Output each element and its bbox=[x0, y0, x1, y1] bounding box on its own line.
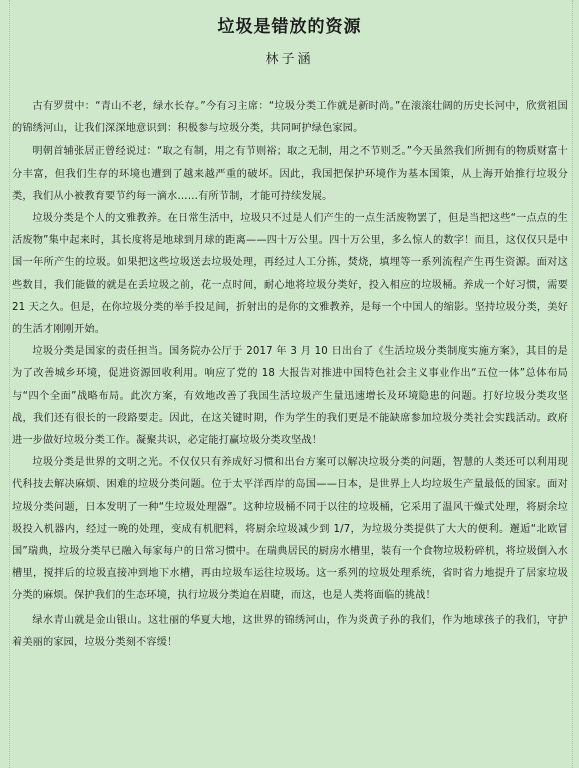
paragraph-conclusion: 绿水青山就是金山银山。这壮丽的华夏大地，这世界的锦绣河山，作为炎黄子孙的我们，作为地球孩子的我们，守护着美丽的家园，垃圾分类刻不容缓！ bbox=[12, 614, 568, 648]
margin-guide-right bbox=[572, 0, 573, 768]
document-body bbox=[12, 96, 568, 654]
document-title: 垃圾是错放的资源 bbox=[217, 17, 362, 37]
document-author: 林子涵 bbox=[265, 52, 314, 67]
paragraph-intro: 古有罗贯中：“青山不老，绿水长存。”今有习主席：“垃圾分类工作就是新时尚。”在滚滚壮阔的历史长河中，欣赏祖国的锦绣河山，让我们深深地意识到：积极参与垃圾分类，共同呵护绿色家园。 bbox=[12, 101, 568, 135]
paragraph-zhang-juzheng: 明朝首辅张居正曾经说过：“取之有制，用之有节则裕；取之无制，用之不节则乏。”今天虽然我们所拥有的物质财富十分丰富，但我们生存的环境也遭到了越来越严重的破坏。因此，我国把保护环境作为基本国策，从上海开始推行垃圾分类，我们从小被教育要节约每一滴水……有所节制，才能可持续发展。 bbox=[12, 146, 568, 202]
paragraph-world-civilization: 垃圾分类是世界的文明之光。不仅仅只有养成好习惯和出台方案可以解决垃圾分类的问题，智慧的人类还可以利用现代科技去解决麻烦、困难的垃圾分类问题。位于太平洋西岸的岛国——日本，是世界上人均垃圾生产量最低的国家。面对垃圾分类问题，日本发明了一种“生垃圾处理器”。这种垃圾桶不同于以往的垃圾桶，它采用了温风干燥式处理，将厨余垃圾投入机器内，经过一晚的处理，变成有机肥料，将厨余垃圾减少到 1/7，为垃圾分类提供了大大的便利。邂逅“北欧冒国”瑞典，垃圾分类早已融入每家每户的日常习惯中。在瑞典居民的厨房水槽里，装有一个食物垃圾粉碎机，将垃圾倒入水槽里，搅拌后的垃圾直接冲到地下水槽，再由垃圾车运往垃圾场。这一系列的垃圾处理系统，省时省力地提升了居家垃圾分类的麻烦。保护我们的生态环境，执行垃圾分类迫在眉睫，而这，也是人类将面临的挑战！ bbox=[12, 457, 568, 602]
paragraph-national-responsibility: 垃圾分类是国家的责任担当。国务院办公厅于 2017 年 3 月 10 日出台了《生活垃圾分类制度实施方案》，其目的是为了改善城乡环境，促进资源回收利用。响应了党的 18 大报告对推进中国特色社会主义事业作出“五位一体”总体布局与“四个全面”战略布局。此次方案，有效地改善了我国生活垃圾产生量迅速增长及环境隐患的问题。打好垃圾分类攻坚战，我们还有很长的一段路要走。因此，在这关键时期，作为学生的我们更是不能缺席参加垃圾分类社会实践活动。政府进一步做好垃圾分类工作。凝聚共识，必定能打赢垃圾分类攻坚战！ bbox=[12, 346, 568, 447]
paragraph-personal-manners: 垃圾分类是个人的文雅教养。在日常生活中，垃圾只不过是人们产生的一点生活废物罢了，但是当把这些“一点点的生活废物”集中起来时，其长度将是地球到月球的距离——四十万公里。四十万公里，多么惊人的数字！而且，这仅仅只是中国一年所产生的垃圾。如果把这些垃圾送去垃圾处理，再经过人工分拣，焚烧，填埋等一系列流程产生再生资源。面对这些数目，我们能做的就是在丢垃圾之前，花一点时间，耐心地将垃圾分类好，投入相应的垃圾桶。养成一个好习惯，需要 21 天之久。但是，在你垃圾分类的举手投足间，折射出的是你的文雅教养，是每一个中国人的缩影。坚持垃圾分类，美好的生活才刚刚开始。 bbox=[12, 213, 568, 336]
margin-guide-left bbox=[9, 0, 10, 768]
